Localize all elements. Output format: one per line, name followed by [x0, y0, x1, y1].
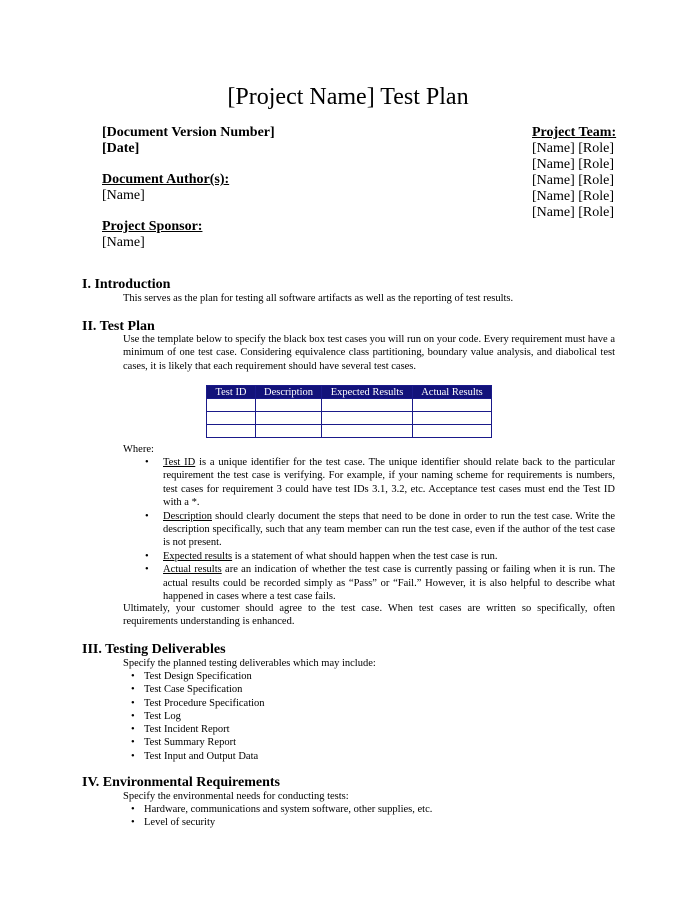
list-item: • Test Log — [123, 710, 265, 723]
list-item: • Test Case Specification — [123, 683, 265, 696]
list-item: • Test ID is a unique identifier for the test case. The unique identifier should relate back to the particular requirement the test case is verifying. For example, if your naming scheme for requirements is numbers, test cases for requirement 3 could have test IDs 3.1, 3.2, etc. Acceptance test cases must end the Test ID with a *. — [145, 457, 615, 509]
section-heading-test-plan: II. Test Plan — [82, 319, 155, 334]
deliverables-list — [123, 670, 265, 763]
term-test-id: Test ID — [163, 457, 196, 468]
test-plan-closing: Ultimately, your customer should agree to the test case. When test cases are written so specifically, often requirements understanding is enhanced. — [123, 603, 615, 628]
term-description-text: are an indication of whether the test case is currently passing or failing when it is run. The actual results could be recorded simply as “Pass” or “Fail.” However, it is also helpful to describe what happened in cases where a test case fails. — [163, 564, 615, 603]
test-case-table — [206, 385, 492, 438]
list-item: • Test Input and Output Data — [123, 750, 265, 763]
deliverables-intro: Specify the planned testing deliverables which may include: — [123, 658, 376, 669]
team-member: [Name] [Role] — [532, 173, 615, 188]
term-description-text: should clearly document the steps that need to be done in order to run the test case. Write the description specifically, such that any team member can run the test case, even if the author of the test case is not present. — [163, 510, 615, 549]
table-row — [207, 399, 492, 412]
list-item: • Hardware, communications and system software, other supplies, etc. — [123, 803, 432, 816]
author-label: Document Author(s): — [102, 172, 230, 187]
list-item: • Test Procedure Specification — [123, 697, 265, 710]
table-row — [207, 425, 492, 438]
list-item: • Expected results is a statement of what should happen when the test case is run. — [145, 550, 498, 562]
section-heading-deliverables: III. Testing Deliverables — [82, 642, 226, 657]
term-description-text: is a unique identifier for the test case. The unique identifier should relate back to the particular requirement the test case is verifying. For example, if your naming scheme for requirements is numbers, test cases for requirement 3 could have test IDs 3.1, 3.2, etc. Acceptance test cases must end the Test ID with a *. — [163, 457, 615, 509]
team-member: [Name] [Role] — [532, 141, 615, 156]
list-item: • Test Summary Report — [123, 736, 265, 749]
team-label: Project Team: — [532, 125, 617, 140]
col-header-description: Description — [256, 386, 322, 399]
list-item: • Level of security — [123, 816, 432, 829]
document-version: [Document Version Number] — [102, 125, 275, 140]
term-expected-results: Expected results — [163, 550, 233, 562]
team-member: [Name] [Role] — [532, 157, 615, 172]
section-heading-environment: IV. Environmental Requirements — [82, 775, 280, 790]
table-header-row — [207, 386, 492, 399]
sponsor-name: [Name] — [102, 235, 145, 250]
test-plan-text: Use the template below to specify the black box test cases you will run on your code. Every requirement must have a minimum of one test case. Considering equivalence class partitioning, boundary value analysis, and diabolical test cases, it is likely that each requirement should have several test cases. — [123, 334, 615, 372]
term-description-text: is a statement of what should happen when the test case is run. — [232, 550, 498, 562]
col-header-expected-results: Expected Results — [322, 386, 413, 399]
col-header-test-id: Test ID — [207, 386, 256, 399]
term-description: Description — [163, 510, 212, 522]
where-bullet-list — [143, 456, 615, 603]
list-item: • Test Incident Report — [123, 723, 265, 736]
environment-list — [123, 803, 432, 830]
document-date: [Date] — [102, 141, 140, 156]
section-heading-introduction: I. Introduction — [82, 277, 171, 292]
table-row — [207, 412, 492, 425]
intro-text: This serves as the plan for testing all software artifacts as well as the reporting of test results. — [123, 293, 514, 304]
environment-intro: Specify the environmental needs for conducting tests: — [123, 791, 349, 802]
team-member: [Name] [Role] — [532, 205, 615, 220]
author-name: [Name] — [102, 188, 145, 203]
where-label: Where: — [123, 444, 154, 455]
list-item: • Test Design Specification — [123, 670, 265, 683]
sponsor-label: Project Sponsor: — [102, 219, 203, 234]
list-item: • Description should clearly document the steps that need to be done in order to run the test case. Write the description specifically, such that any team member can run the test case, even if the author of the test case is not present. — [145, 510, 615, 549]
team-member: [Name] [Role] — [532, 189, 615, 204]
list-item: • Actual results are an indication of whether the test case is currently passing or failing when it is run. The actual results could be recorded simply as “Pass” or “Fail.” However, it is also helpful to describe what happened in cases where a test case fails. — [145, 564, 615, 603]
term-actual-results: Actual results — [163, 564, 222, 576]
col-header-actual-results: Actual Results — [413, 386, 492, 399]
document-title: [Project Name] Test Plan — [227, 84, 469, 110]
